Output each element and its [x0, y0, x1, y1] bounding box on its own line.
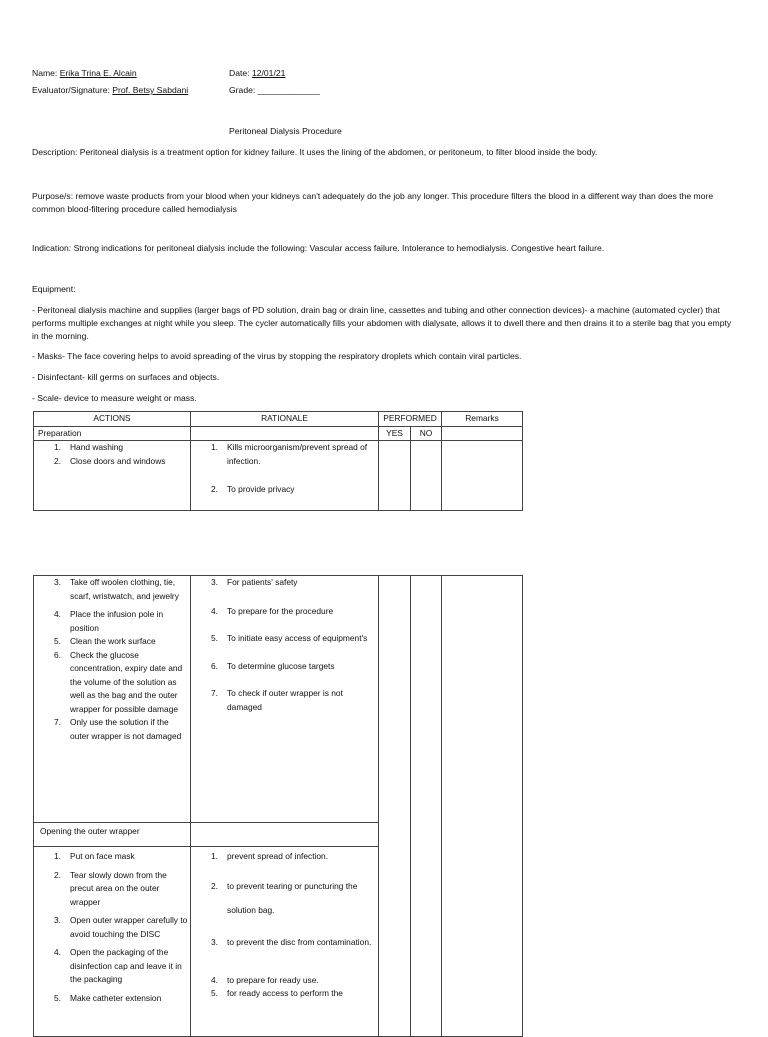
name-value: Erika Trina E. Alcain: [59, 68, 137, 78]
list-item: 3. to prevent the disc from contamination.: [211, 936, 372, 947]
rationale-header: RATIONALE: [191, 412, 379, 427]
actions-cell: [34, 847, 191, 1037]
list-item: 6. Check the glucose concentration, expiry date and the volume of the solution as well as the bag and the outer wrapper for possible damage: [54, 649, 183, 714]
equipment-item: - Disinfectant- kill germs on surfaces and objects.: [32, 372, 220, 382]
list-item: 4. To prepare for the procedure: [211, 605, 334, 616]
list-item: 1. Kills microorganism/prevent spread of infection.: [211, 442, 368, 466]
actions-cell: [34, 576, 191, 823]
no-cell[interactable]: [411, 576, 442, 1037]
list-item: 2. Tear slowly down from the precut area on the outer wrapper: [54, 869, 167, 907]
date-label: Date:: [229, 68, 250, 78]
evaluator-field: [32, 85, 188, 95]
list-item: 2. to prevent tearing or puncturing the solution bag.: [211, 880, 358, 915]
equipment-item: - Peritoneal dialysis machine and supplies (larger bags of PD solution, drain bag or drain line, cassettes and tubing and other connection devices)- a machine (automated cycler) that performs multiple exchanges at night while you sleep. The cycler automatically fills your abdomen with dialysate, allows it to dwell there and then drains it to a sterile bag that you empty in the morning.: [32, 305, 732, 341]
list-item: 3. Open outer wrapper carefully to avoid touching the DISC: [54, 915, 188, 939]
grade-value: _____________: [257, 85, 320, 95]
date-field: [229, 68, 285, 78]
no-cell[interactable]: [411, 441, 442, 511]
no-header: NO: [411, 426, 442, 441]
rationale-cell: [191, 847, 379, 1037]
list-item: 3. Take off woolen clothing, tie, scarf, wristwatch, and jewelry: [54, 577, 179, 601]
rationale-cell: [191, 441, 379, 511]
grade-field: [229, 85, 320, 95]
evaluator-value: Prof. Betsy Sabdani: [112, 85, 189, 95]
actions-header: ACTIONS: [34, 412, 191, 427]
date-value: 12/01/21: [251, 68, 286, 78]
list-item: 3. For patients' safety: [211, 577, 298, 587]
evaluator-label: Evaluator/Signature:: [32, 85, 110, 95]
list-item: 5. Make catheter extension: [54, 992, 162, 1003]
list-item: 1. prevent spread of infection.: [211, 851, 329, 861]
list-item: 4. Place the infusion pole in position: [54, 609, 164, 633]
list-item: 7. Only use the solution if the outer wrapper is not damaged: [54, 717, 182, 741]
list-item: 5. Clean the work surface: [54, 636, 156, 646]
name-field: [32, 68, 137, 78]
yes-header: YES: [379, 426, 411, 441]
list-item: 4. to prepare for ready use.: [211, 974, 319, 985]
purpose-text: Purpose/s: remove waste products from your blood when your kidneys can't adequately do the job any longer. This procedure filters the blood in a different way than does the more common blood-filtering procedure called hemodialysis: [32, 191, 714, 214]
list-item: 4. Open the packaging of the disinfection cap and leave it in the packaging: [54, 947, 182, 984]
procedure-table-2: [33, 575, 523, 1037]
document-title: Peritoneal Dialysis Procedure: [229, 126, 342, 136]
equipment-item: - Masks- The face covering helps to avoid spreading of the virus by stopping the respiratory droplets which contain viral particles.: [32, 351, 522, 361]
equipment-item: - Scale- device to measure weight or mass.: [32, 393, 197, 403]
performed-header: PERFORMED: [379, 412, 442, 427]
yes-cell[interactable]: [379, 576, 411, 1037]
rationale-cell: [191, 576, 379, 823]
yes-cell[interactable]: [379, 441, 411, 511]
remarks-cell[interactable]: [442, 441, 523, 511]
list-item: 1. Hand washing: [54, 442, 124, 452]
list-item: 6. To determine glucose targets: [211, 660, 335, 671]
list-item: 5. To initiate easy access of equipment's: [211, 633, 368, 643]
equipment-heading: Equipment:: [32, 284, 76, 294]
section-preparation: Preparation: [34, 426, 191, 441]
remarks-cell[interactable]: [442, 576, 523, 1037]
list-item: 1. Put on face mask: [54, 851, 135, 861]
list-item: 2. To provide privacy: [211, 484, 295, 494]
list-item: 7. To check if outer wrapper is not damaged: [211, 688, 343, 712]
grade-label: Grade:: [229, 85, 256, 95]
indication-text: Indication: Strong indications for peritoneal dialysis include the following: Vascular access failure. Intolerance to hemodialysis. Congestive heart failure.: [32, 243, 605, 253]
actions-cell: [34, 441, 191, 511]
name-label: Name:: [32, 68, 58, 78]
list-item: 5. for ready access to perform the: [211, 988, 343, 998]
list-item: 2. Close doors and windows: [54, 455, 166, 466]
remarks-header: Remarks: [442, 412, 523, 427]
procedure-table-1: [33, 411, 523, 511]
description-text: Description: Peritoneal dialysis is a treatment option for kidney failure. It uses the lining of the abdomen, or peritoneum, to filter blood inside the body.: [32, 147, 598, 157]
section-opening-outer-wrapper: Opening the outer wrapper: [34, 823, 191, 847]
